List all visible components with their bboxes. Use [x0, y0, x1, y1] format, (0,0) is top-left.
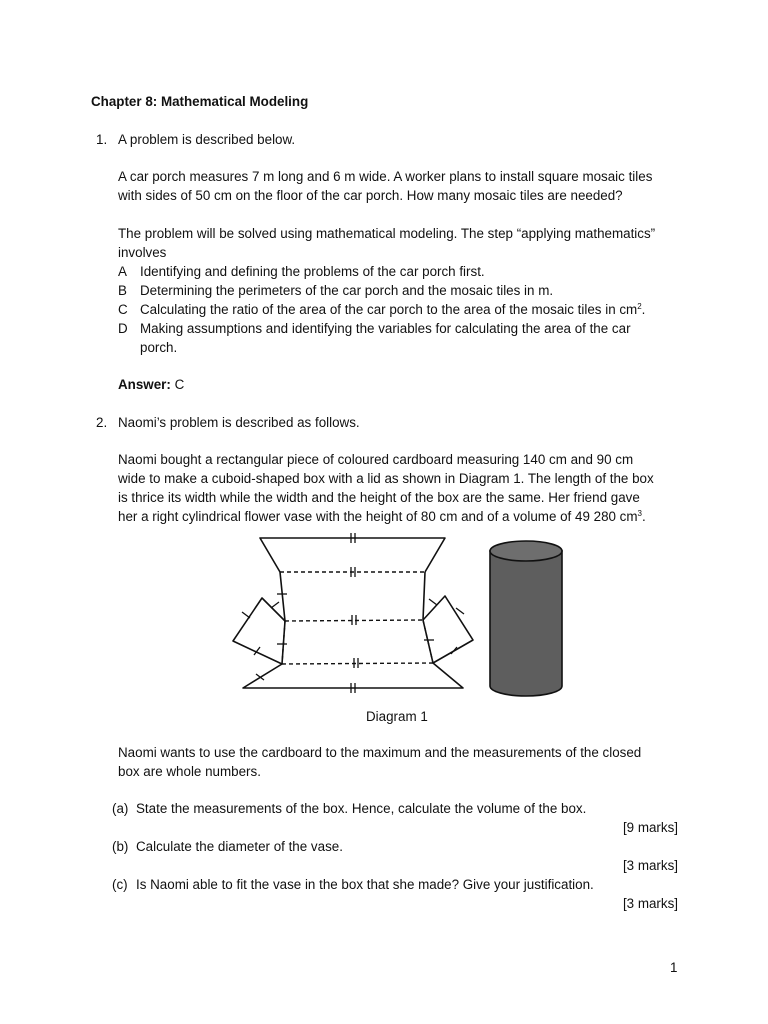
option-d-letter: D [118, 321, 128, 336]
question-2-description-line-3: is thrice its width while the width and the height of the box are the same. Her friend gave [118, 490, 640, 505]
chapter-heading: Chapter 8: Mathematical Modeling [91, 94, 309, 109]
part-b-text: Calculate the diameter of the vase. [136, 839, 343, 854]
cylinder-body [490, 551, 562, 696]
cylinder-top [490, 541, 562, 561]
single-tick-mark [271, 602, 279, 608]
single-tick-mark [242, 612, 250, 618]
question-1-stem-line-2: involves [118, 245, 167, 260]
part-a-label: (a) [112, 801, 129, 816]
question-2-description-line-2: wide to make a cuboid-shaped box with a lid as shown in Diagram 1. The length of the box [118, 471, 654, 486]
single-tick-mark [429, 599, 437, 605]
question-2-description-line-4-end: . [641, 509, 646, 524]
question-1-description-line-1: A car porch measures 7 m long and 6 m wide. A worker plans to install square mosaic tiles [118, 169, 653, 184]
question-1-intro: A problem is described below. [118, 132, 296, 147]
question-2-after-line-1: Naomi wants to use the cardboard to the maximum and the measurements of the closed [118, 745, 642, 760]
part-c-label: (c) [112, 877, 128, 892]
diagram-caption: Diagram 1 [366, 709, 428, 724]
left-side-flap [233, 598, 285, 664]
part-c-text: Is Naomi able to fit the vase in the box that she made? Give your justification. [136, 877, 594, 892]
question-2-description-line-1: Naomi bought a rectangular piece of coloured cardboard measuring 140 cm and 90 cm [118, 452, 634, 467]
question-2-number: 2. [96, 415, 108, 430]
option-d-continuation: porch. [140, 340, 178, 355]
lid-flap-outline [260, 538, 445, 572]
fold-line-2 [285, 620, 423, 621]
question-1-number: 1. [96, 132, 108, 147]
part-b-label: (b) [112, 839, 129, 854]
single-tick-mark [456, 608, 464, 614]
option-a-letter: A [118, 264, 127, 279]
option-c-letter: C [118, 302, 128, 317]
part-b-marks: [3 marks] [622, 858, 678, 873]
option-c-superscript: 2 [637, 302, 642, 311]
diagram-1 [225, 528, 575, 708]
question-1-description-line-2: with sides of 50 cm on the floor of the car porch. How many mosaic tiles are needed? [118, 188, 623, 203]
question-2-after-line-2: box are whole numbers. [118, 764, 261, 779]
option-b-letter: B [118, 283, 127, 298]
option-c-period: . [641, 302, 646, 317]
answer-value: C [174, 377, 185, 392]
option-a-text: Identifying and defining the problems of the car porch first. [140, 264, 485, 279]
option-b-text: Determining the perimeters of the car porch and the mosaic tiles in m. [140, 283, 554, 298]
answer-label: Answer: [118, 377, 171, 392]
cylinder-vase [490, 541, 562, 696]
bottom-flap-outline [243, 663, 463, 688]
question-2-description-line-4-text: her a right cylindrical flower vase with the height of 80 cm and of a volume of 49 280 cm [118, 509, 638, 524]
part-a-text: State the measurements of the box. Hence, calculate the volume of the box. [136, 801, 587, 816]
option-d-text: Making assumptions and identifying the variables for calculating the area of the car [140, 321, 631, 336]
option-c-line [140, 300, 645, 319]
volume-unit-superscript: 3 [637, 509, 642, 518]
part-a-marks: [9 marks] [622, 820, 678, 835]
question-2-intro: Naomi’s problem is described as follows. [118, 415, 360, 430]
answer-line [118, 375, 184, 394]
option-c-text: Calculating the ratio of the area of the car porch to the area of the mosaic tiles in cm [140, 302, 638, 317]
question-1-stem-line-1: The problem will be solved using mathematical modeling. The step “applying mathematics” [118, 226, 656, 241]
question-2-description-line-4 [118, 507, 646, 526]
part-c-marks: [3 marks] [622, 896, 678, 911]
page-number: 1 [670, 960, 678, 975]
